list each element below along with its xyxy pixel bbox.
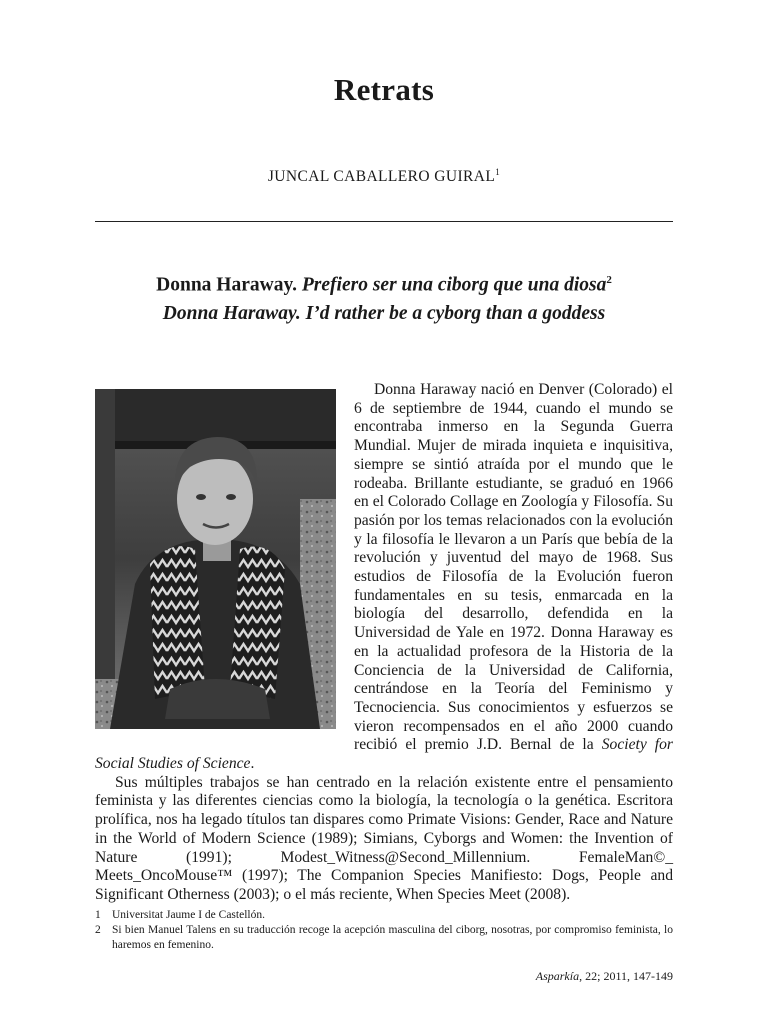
footnotes (95, 908, 673, 953)
footnote-number: 1 (95, 909, 101, 921)
section-title: Retrats (333, 72, 435, 107)
footnote-text: Universitat Jaume I de Castellón. (112, 909, 265, 921)
title-spanish-prefix: Donna Haraway. (156, 274, 298, 296)
paragraph-1-end: . (250, 755, 255, 773)
page-citation (95, 969, 673, 984)
article-titles (0, 266, 768, 328)
photo-spacer (95, 381, 354, 746)
footnote-text: Si bien Manuel Talens en su traducción recoge la acepción masculina del ciborg, nosotras, por compromiso feminista, lo haremos en femenino. (112, 924, 673, 951)
author-name-text: JUNCAL CABALLERO GUIRAL (267, 168, 496, 186)
paragraph-2: Sus múltiples trabajos se han centrado en la relación existente entre el pensamiento feminista y las diferentes ciencias como la biología, la tecnología o la genética. Escritora prolífica, nos ha legado títulos tan dispares como Primate Visions: Gender, Race and Nature in the World of Modern Science (1989); Simians, Cyborgs and Women: the Invention of Nature (1991); Modest_Witness@Second_Millennium. FemaleMan©_ Meets_OncoMouse™ (1997); The Companion Species Manifiesto: Dogs, People and Significant Otherness (2003); o el más reciente, When Species Meet (2008). (95, 773, 673, 903)
paragraph-1-text: Donna Haraway nació en Denver (Colorado) el 6 de septiembre de 1944, cuando el mundo se encontraba inmerso en la Segunda Guerra Mundial. Mujer de mirada inquieta e inquisitiva, siempre se sintió atraída por el mundo que le rodeaba. Brillante estudiante, se graduó en 1966 en el Colorado Collage en Zoología y Filosofía. Su pasión por los temas relacionados con la evolución y la filosofía le llevaron a un París que bebía de la revolución y juventud del mayo de 1968. Sus estudios de Filosofía de la Evolución fueron fundamentales en su tesis, enmarcada en la biología del desarrollo, defendida en la Universidad de Yale en 1972. Donna Haraway es en la actualidad profesora de la Historia de la Conciencia de la Universidad de California, centrándose en la Teoría del Feminismo y Tecnociencia. Sus conocimientos y esfuerzos se vieron recompensados en el año 2000 cuando recibió el premio J.D. Bernal de la (354, 381, 673, 754)
title-english: Donna Haraway. I’d rather be a cyborg than a goddess (162, 302, 606, 324)
footnote-number: 2 (95, 924, 101, 936)
citation-details: , 22; 2011, 147-149 (579, 969, 673, 983)
author-name (0, 167, 768, 186)
journal-name: Asparkía (535, 969, 580, 983)
header-divider (95, 221, 673, 222)
title-spanish-italic: Prefiero ser una ciborg que una diosa (301, 274, 607, 296)
article-body (95, 381, 673, 905)
author-footnote-marker[interactable]: 1 (495, 167, 501, 177)
footnote-2 (95, 923, 673, 953)
title-footnote-marker[interactable]: 2 (606, 274, 612, 286)
title-spanish (0, 266, 768, 300)
society-name: Society for Social Studies of Science (95, 736, 674, 773)
footnote-1 (95, 908, 673, 923)
